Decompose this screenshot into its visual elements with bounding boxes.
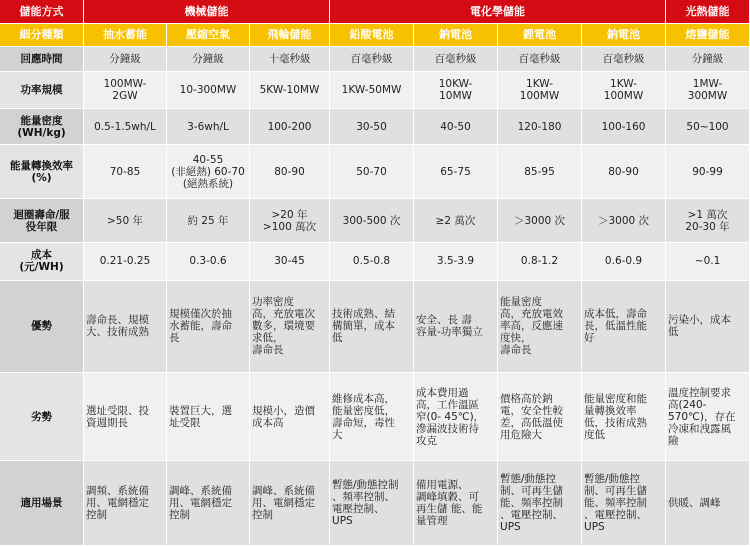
cell-text-line: 、頻率控制、 bbox=[332, 491, 396, 504]
corner-label: 儲能方式 bbox=[0, 0, 84, 24]
cell-text-line: 調峰、系統備 bbox=[252, 485, 315, 498]
table-cell bbox=[666, 145, 750, 199]
table-row bbox=[0, 109, 750, 145]
subtype-header: 鈉電池 bbox=[414, 24, 498, 47]
cell-text-line: 高，充放電效 bbox=[500, 308, 564, 321]
table-cell bbox=[250, 199, 330, 243]
cell-text-line: 用、電網穩定 bbox=[252, 497, 315, 510]
table-cell bbox=[167, 461, 250, 546]
cell-text-line: 分鐘級 bbox=[691, 52, 724, 65]
cell-text-line: 用、電網穩定 bbox=[169, 497, 232, 510]
table-cell bbox=[167, 373, 250, 461]
table-cell bbox=[498, 47, 582, 71]
cell-text-line: 險 bbox=[668, 434, 679, 447]
cell-text-line: 劣勢 bbox=[31, 410, 52, 423]
cell-text-line: 量管理 bbox=[416, 515, 448, 528]
cell-text-line: 低，技術成熟 bbox=[584, 416, 648, 429]
cell-text-line: 容量-功率獨立 bbox=[416, 326, 483, 339]
cell-text-line: 能量密度和能 bbox=[584, 392, 648, 405]
row-label bbox=[0, 461, 84, 546]
table-cell bbox=[84, 109, 167, 145]
table-cell bbox=[84, 281, 167, 373]
subtype-header: 鉛酸電池 bbox=[330, 24, 414, 47]
subtype-header: 飛輪儲能 bbox=[250, 24, 330, 47]
cell-text-line: 壽命短，毒性 bbox=[332, 416, 396, 429]
table-row bbox=[0, 199, 750, 243]
table-cell bbox=[498, 281, 582, 373]
cell-text-line: 回應時間 bbox=[20, 52, 63, 65]
table-cell bbox=[84, 373, 167, 461]
cell-text-line: 5KW-10MW bbox=[259, 83, 320, 96]
cell-text-line: 40-55 bbox=[192, 153, 224, 166]
table-row bbox=[0, 145, 750, 199]
table-row bbox=[0, 243, 750, 280]
table-cell bbox=[330, 281, 414, 373]
cell-text-line: 技術成熟、結 bbox=[332, 308, 396, 321]
table-cell bbox=[167, 281, 250, 373]
cell-text-line: 大 bbox=[332, 428, 343, 441]
cell-text-line: 大、技術成熟 bbox=[86, 326, 149, 339]
table-cell bbox=[666, 72, 750, 109]
cell-text-line: 調頻、系統備 bbox=[86, 485, 149, 498]
cell-text-line: 控制 bbox=[252, 509, 273, 522]
cell-text-line: 85-95 bbox=[524, 165, 555, 178]
cell-text-line: 暫態/動態控制 bbox=[332, 479, 399, 492]
cell-text-line: 能量密度 bbox=[500, 296, 543, 309]
table-cell bbox=[84, 47, 167, 71]
table-cell bbox=[498, 461, 582, 546]
cell-text-line: 規模僅次於抽 bbox=[169, 308, 232, 321]
subtype-header-row bbox=[0, 24, 750, 47]
subtype-header: 鋰電池 bbox=[498, 24, 582, 47]
cell-text-line: 選址受限、投 bbox=[86, 404, 149, 417]
table-cell bbox=[498, 243, 582, 280]
cell-text-line: ＞3000 次 bbox=[513, 214, 566, 227]
cell-text-line: ＞3000 次 bbox=[597, 214, 650, 227]
cell-text-line: 低 bbox=[332, 332, 343, 345]
table-row bbox=[0, 461, 750, 546]
cell-text-line: 分鐘級 bbox=[109, 52, 141, 65]
cell-text-line: ≥2 萬次 bbox=[435, 214, 476, 227]
cell-text-line: 度低 bbox=[584, 428, 606, 441]
table-row bbox=[0, 281, 750, 373]
table-cell bbox=[498, 373, 582, 461]
cell-text-line: 百毫秒級 bbox=[518, 52, 561, 65]
table-cell bbox=[84, 145, 167, 199]
cell-text-line: 3-6wh/L bbox=[187, 120, 229, 133]
cell-text-line: 10-300MW bbox=[179, 83, 237, 96]
cell-text-line: 120-180 bbox=[517, 120, 562, 133]
table-row bbox=[0, 72, 750, 109]
cell-text-line: 價格高於鈉 bbox=[500, 392, 553, 405]
table-cell bbox=[666, 199, 750, 243]
cell-text-line: 30-50 bbox=[356, 120, 387, 133]
table-cell bbox=[582, 109, 666, 145]
cell-text-line: 長 bbox=[169, 332, 180, 345]
table-cell bbox=[250, 72, 330, 109]
cell-text-line: 用危險大 bbox=[500, 428, 543, 441]
cell-text-line: 0.6-0.9 bbox=[604, 255, 643, 268]
cell-text-line: 供暖、調峰 bbox=[668, 497, 721, 510]
cell-text-line: 20-30 年 bbox=[685, 220, 730, 233]
cell-text-line: 優勢 bbox=[31, 320, 52, 333]
table-cell bbox=[414, 243, 498, 280]
cell-text-line: >50 年 bbox=[107, 214, 143, 227]
cell-text-line: 100MW- bbox=[103, 77, 147, 90]
cell-text-line: 滲漏波技術待 bbox=[416, 422, 480, 435]
cell-text-line: 安全、長 壽 bbox=[416, 314, 472, 327]
cell-text-line: 成本費用過 bbox=[416, 386, 469, 399]
table-cell bbox=[250, 47, 330, 71]
cell-text-line: UPS bbox=[500, 521, 521, 534]
cell-text-line: 控制 bbox=[169, 509, 190, 522]
table-cell bbox=[84, 199, 167, 243]
table-cell bbox=[414, 47, 498, 71]
cell-text-line: 0.8-1.2 bbox=[520, 255, 559, 268]
table-cell bbox=[666, 243, 750, 280]
cell-text-line: 570℃)，存在 bbox=[668, 410, 736, 423]
subtype-label: 細分種類 bbox=[0, 24, 84, 47]
cell-text-line: ~0.1 bbox=[694, 255, 721, 268]
cell-text-line: 調峰填穀、可 bbox=[416, 491, 480, 504]
cell-text-line: 制、可再生儲 bbox=[584, 485, 648, 498]
cell-text-line: (%) bbox=[31, 171, 52, 184]
cell-text-line: 裝置巨大，選 bbox=[169, 404, 232, 417]
cell-text-line: 、電壓控制、 bbox=[584, 509, 648, 522]
cell-text-line: 功率密度 bbox=[252, 296, 294, 309]
cell-text-line: 能量密度低， bbox=[332, 404, 396, 417]
cell-text-line: 污染小，成本 bbox=[668, 314, 732, 327]
table-row bbox=[0, 47, 750, 71]
table-cell bbox=[582, 461, 666, 546]
table-cell bbox=[666, 461, 750, 546]
table-cell bbox=[84, 243, 167, 280]
cell-text-line: 高(240- bbox=[668, 398, 707, 411]
cell-text-line: 能量轉換效率 bbox=[10, 159, 73, 172]
cell-text-line: 調峰、系統備 bbox=[169, 485, 232, 498]
cell-text-line: 水蓄能，壽命 bbox=[169, 320, 232, 333]
table-cell bbox=[414, 145, 498, 199]
table-cell bbox=[167, 199, 250, 243]
cell-text-line: (WH/kg) bbox=[17, 126, 66, 139]
row-label bbox=[0, 145, 84, 199]
table-row bbox=[0, 373, 750, 461]
cell-text-line: 80-90 bbox=[274, 165, 305, 178]
subtype-header: 抽水蓄能 bbox=[84, 24, 167, 47]
cell-text-line: 百毫秒級 bbox=[350, 52, 393, 65]
table-cell bbox=[582, 199, 666, 243]
row-label bbox=[0, 199, 84, 243]
cell-text-line: 0.3-0.6 bbox=[189, 255, 227, 268]
table-cell bbox=[250, 145, 330, 199]
table-cell bbox=[414, 461, 498, 546]
table-cell bbox=[414, 72, 498, 109]
cell-text-line: 100-160 bbox=[601, 120, 646, 133]
cell-text-line: 90-99 bbox=[692, 165, 723, 178]
row-label bbox=[0, 72, 84, 109]
table-cell bbox=[84, 72, 167, 109]
cell-text-line: 0.5-0.8 bbox=[352, 255, 391, 268]
table-cell bbox=[666, 281, 750, 373]
table-cell bbox=[582, 281, 666, 373]
table-cell bbox=[582, 373, 666, 461]
cell-text-line: 約 25 年 bbox=[187, 214, 229, 227]
cell-text-line: 1KW- bbox=[610, 77, 637, 90]
table-cell bbox=[414, 373, 498, 461]
table-cell bbox=[330, 243, 414, 280]
cell-text-line: (元/WH) bbox=[19, 261, 64, 274]
table-cell bbox=[414, 199, 498, 243]
cell-text-line: 300MW bbox=[687, 89, 728, 102]
cell-text-line: 規模小，造價 bbox=[252, 404, 315, 417]
cell-text-line: 成本 bbox=[31, 249, 52, 262]
cell-text-line: 能量密度 bbox=[20, 114, 63, 127]
table-cell bbox=[330, 72, 414, 109]
cell-text-line: 能、頻率控制 bbox=[584, 497, 648, 510]
cell-text-line: 65-75 bbox=[440, 165, 471, 178]
table-cell bbox=[582, 145, 666, 199]
row-label bbox=[0, 243, 84, 280]
cell-text-line: 攻克 bbox=[416, 434, 438, 447]
cell-text-line: 10KW- bbox=[438, 77, 473, 90]
cell-text-line: 量轉換效率 bbox=[584, 404, 637, 417]
table-cell bbox=[250, 243, 330, 280]
cell-text-line: 用、電網穩定 bbox=[86, 497, 149, 510]
cell-text-line: (絕熱系統) bbox=[182, 177, 234, 190]
row-label bbox=[0, 281, 84, 373]
table-cell bbox=[330, 461, 414, 546]
table-cell bbox=[582, 243, 666, 280]
cell-text-line: (非絕熱) 60-70 bbox=[171, 165, 245, 178]
table-cell bbox=[167, 145, 250, 199]
table-cell bbox=[498, 109, 582, 145]
row-label bbox=[0, 109, 84, 145]
table-cell bbox=[330, 109, 414, 145]
table-cell bbox=[167, 47, 250, 71]
cell-text-line: 迴圈壽命/服 bbox=[13, 208, 70, 221]
cell-text-line: 3.5-3.9 bbox=[436, 255, 475, 268]
cell-text-line: 壽命長、規模 bbox=[86, 314, 149, 327]
cell-text-line: >20 年 bbox=[271, 208, 308, 221]
cell-text-line: 能、頻率控制 bbox=[500, 497, 564, 510]
cell-text-line: 制、可再生儲 bbox=[500, 485, 564, 498]
cell-text-line: 成本高 bbox=[252, 416, 284, 429]
cell-text-line: 電，安全性較 bbox=[500, 404, 564, 417]
table-cell bbox=[250, 281, 330, 373]
table-cell bbox=[167, 243, 250, 280]
cell-text-line: 高，充放電次 bbox=[252, 308, 315, 321]
cell-text-line: 10MW bbox=[439, 89, 472, 102]
table-cell bbox=[330, 199, 414, 243]
cell-text-line: 電壓控制、 bbox=[332, 503, 385, 516]
cell-text-line: 維修成本高， bbox=[332, 392, 396, 405]
cell-text-line: 1MW- bbox=[692, 77, 723, 90]
row-label bbox=[0, 47, 84, 71]
cell-text-line: UPS bbox=[332, 515, 353, 528]
table-cell bbox=[414, 281, 498, 373]
cell-text-line: 求低， bbox=[252, 332, 284, 345]
cell-text-line: 1KW-50MW bbox=[341, 83, 402, 96]
cell-text-line: 2GW bbox=[112, 89, 138, 102]
cell-text-line: 冷凍和洩露風 bbox=[668, 422, 732, 435]
cell-text-line: 資週期長 bbox=[86, 416, 128, 429]
cell-text-line: 度快， bbox=[500, 332, 532, 345]
table-cell bbox=[84, 461, 167, 546]
subtype-header: 熔鹽儲能 bbox=[666, 24, 750, 47]
cell-text-line: 0.5-1.5wh/L bbox=[94, 120, 156, 133]
table-cell bbox=[498, 72, 582, 109]
cell-text-line: 溫度控制要求 bbox=[668, 386, 732, 399]
cell-text-line: >100 萬次 bbox=[262, 220, 317, 233]
category-header: 機械儲能 bbox=[84, 0, 330, 24]
cell-text-line: 、電壓控制、 bbox=[500, 509, 564, 522]
cell-text-line: 70-85 bbox=[109, 165, 141, 178]
table-cell bbox=[582, 72, 666, 109]
cell-text-line: 壽命長 bbox=[252, 344, 284, 357]
table-cell bbox=[414, 109, 498, 145]
cell-text-line: 率高，反應速 bbox=[500, 320, 564, 333]
cell-text-line: 再生儲 能、能 bbox=[416, 503, 483, 516]
table-cell bbox=[666, 373, 750, 461]
cell-text-line: 役年限 bbox=[25, 220, 58, 233]
subtype-header: 鈉電池 bbox=[582, 24, 666, 47]
cell-text-line: 40-50 bbox=[440, 120, 471, 133]
cell-text-line: 址受限 bbox=[169, 416, 201, 429]
cell-text-line: 100-200 bbox=[267, 120, 312, 133]
cell-text-line: 差，高低溫使 bbox=[500, 416, 564, 429]
table-cell bbox=[250, 373, 330, 461]
cell-text-line: 百毫秒級 bbox=[434, 52, 477, 65]
cell-text-line: 100MW bbox=[519, 89, 560, 102]
table-cell bbox=[167, 72, 250, 109]
cell-text-line: 窄(0- 45℃)， bbox=[416, 410, 485, 423]
cell-text-line: 成本低，壽命 bbox=[584, 308, 648, 321]
cell-text-line: >1 萬次 bbox=[687, 208, 728, 221]
cell-text-line: 1KW- bbox=[526, 77, 553, 90]
table-cell bbox=[330, 47, 414, 71]
cell-text-line: 高，工作溫區 bbox=[416, 398, 480, 411]
table-cell bbox=[330, 145, 414, 199]
table-cell bbox=[666, 47, 750, 71]
cell-text-line: 暫態/動態控 bbox=[500, 473, 557, 486]
cell-text-line: 功率規模 bbox=[20, 83, 63, 96]
cell-text-line: 50-70 bbox=[356, 165, 387, 178]
cell-text-line: 數多，環境要 bbox=[252, 320, 315, 333]
cell-text-line: 30-45 bbox=[274, 255, 305, 268]
table-cell bbox=[330, 373, 414, 461]
table-cell bbox=[250, 461, 330, 546]
cell-text-line: UPS bbox=[584, 521, 605, 534]
cell-text-line: 控制 bbox=[86, 509, 107, 522]
table-cell bbox=[250, 109, 330, 145]
cell-text-line: 百毫秒級 bbox=[602, 52, 645, 65]
cell-text-line: 300-500 次 bbox=[342, 214, 401, 227]
subtype-header: 壓縮空氣 bbox=[167, 24, 250, 47]
cell-text-line: 壽命長 bbox=[500, 344, 532, 357]
cell-text-line: 100MW bbox=[603, 89, 644, 102]
cell-text-line: 構簡單，成本 bbox=[332, 320, 396, 333]
row-label bbox=[0, 373, 84, 461]
category-header-row bbox=[0, 0, 750, 24]
cell-text-line: 長，低溫性能 bbox=[584, 320, 648, 333]
cell-text-line: 分鐘級 bbox=[192, 52, 224, 65]
cell-text-line: 十毫秒級 bbox=[268, 52, 311, 65]
cell-text-line: 80-90 bbox=[608, 165, 639, 178]
cell-text-line: 適用場景 bbox=[20, 497, 63, 510]
table-cell bbox=[498, 199, 582, 243]
category-header: 電化學儲能 bbox=[330, 0, 666, 24]
table-cell bbox=[666, 109, 750, 145]
cell-text-line: 50~100 bbox=[686, 120, 729, 133]
table-cell bbox=[498, 145, 582, 199]
category-header: 光熱儲能 bbox=[666, 0, 750, 24]
table-cell bbox=[167, 109, 250, 145]
cell-text-line: 0.21-0.25 bbox=[99, 255, 151, 268]
cell-text-line: 低 bbox=[668, 326, 679, 339]
cell-text-line: 好 bbox=[584, 332, 595, 345]
table-cell bbox=[582, 47, 666, 71]
cell-text-line: 備用電源、 bbox=[416, 479, 469, 492]
cell-text-line: 暫態/動態控 bbox=[584, 473, 641, 486]
